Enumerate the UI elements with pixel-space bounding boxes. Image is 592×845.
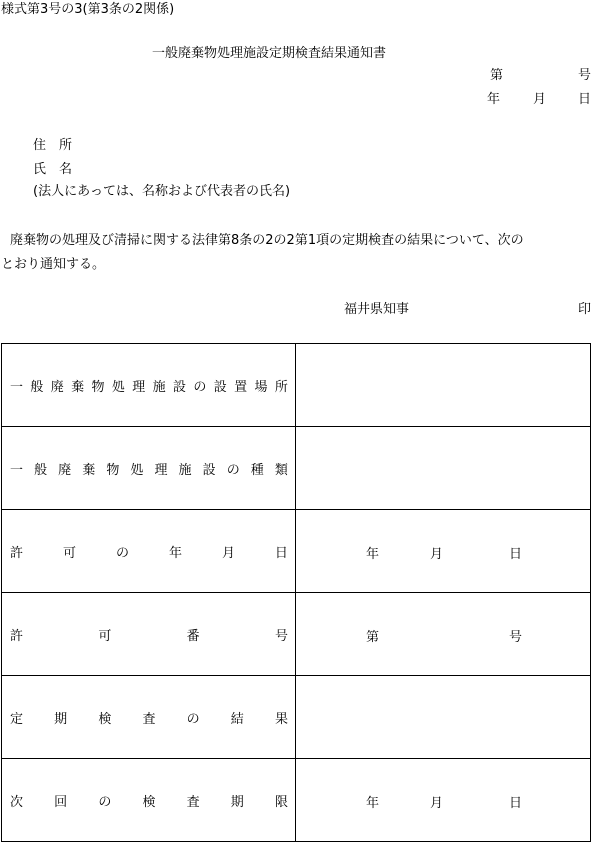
table-label-cell (2, 759, 296, 842)
body-text-line-1: 廃棄物の処理及び清掃に関する法律第8条の2の2第1項の定期検査の結果について、次の (10, 233, 524, 248)
inspection-result-table (1, 343, 591, 842)
table-row (2, 427, 591, 510)
row-label-installation-site: 一 般 廃 棄 物 処 理 施 設 の 設 置 場 所 (10, 379, 288, 395)
permit-date-day: 日 (509, 547, 523, 562)
corporation-note: (法人にあっては、名称および代表者の氏名) (33, 184, 291, 199)
table-row (2, 759, 591, 842)
permit-date-year: 年 (366, 547, 380, 562)
next-inspection-deadline-field[interactable] (296, 759, 591, 842)
installation-site-field[interactable] (296, 344, 591, 427)
document-number-suffix: 号 (578, 68, 592, 83)
inspection-result-field[interactable] (296, 676, 591, 759)
facility-type-field[interactable] (296, 427, 591, 510)
date-day-label: 日 (578, 92, 592, 107)
name-label: 氏 名 (33, 162, 73, 177)
row-label-permit-number: 許 可 番 号 (10, 628, 288, 644)
seal-mark: 印 (578, 302, 592, 317)
permit-number-prefix: 第 (366, 630, 380, 645)
table-label-cell (2, 427, 296, 510)
table-row (2, 676, 591, 759)
document-title: 一般廃棄物処理施設定期検査結果通知書 (152, 46, 387, 61)
permit-number-suffix: 号 (509, 630, 523, 645)
issuer-name: 福井県知事 (344, 302, 410, 317)
table-label-cell (2, 344, 296, 427)
table-row (2, 593, 591, 676)
document-number-prefix: 第 (490, 68, 504, 83)
address-label: 住 所 (33, 138, 73, 153)
table-label-cell (2, 593, 296, 676)
row-label-facility-type: 一 般 廃 棄 物 処 理 施 設 の 種 類 (10, 462, 288, 478)
body-text-line-2: とおり通知する。 (1, 257, 106, 272)
table-label-cell (2, 676, 296, 759)
table-row (2, 510, 591, 593)
date-year-label: 年 (487, 92, 501, 107)
table-row (2, 344, 591, 427)
permit-date-field[interactable] (296, 510, 591, 593)
date-month-label: 月 (533, 92, 547, 107)
row-label-permit-date: 許 可 の 年 月 日 (10, 545, 288, 561)
permit-date-month: 月 (430, 547, 444, 562)
deadline-day: 日 (509, 796, 523, 811)
form-number: 様式第3号の3(第3条の2関係) (1, 2, 175, 17)
table-label-cell (2, 510, 296, 593)
row-label-next-inspection-deadline: 次 回 の 検 査 期 限 (10, 794, 288, 810)
deadline-year: 年 (366, 796, 380, 811)
permit-number-field[interactable] (296, 593, 591, 676)
row-label-inspection-result: 定 期 検 査 の 結 果 (10, 711, 288, 727)
deadline-month: 月 (430, 796, 444, 811)
